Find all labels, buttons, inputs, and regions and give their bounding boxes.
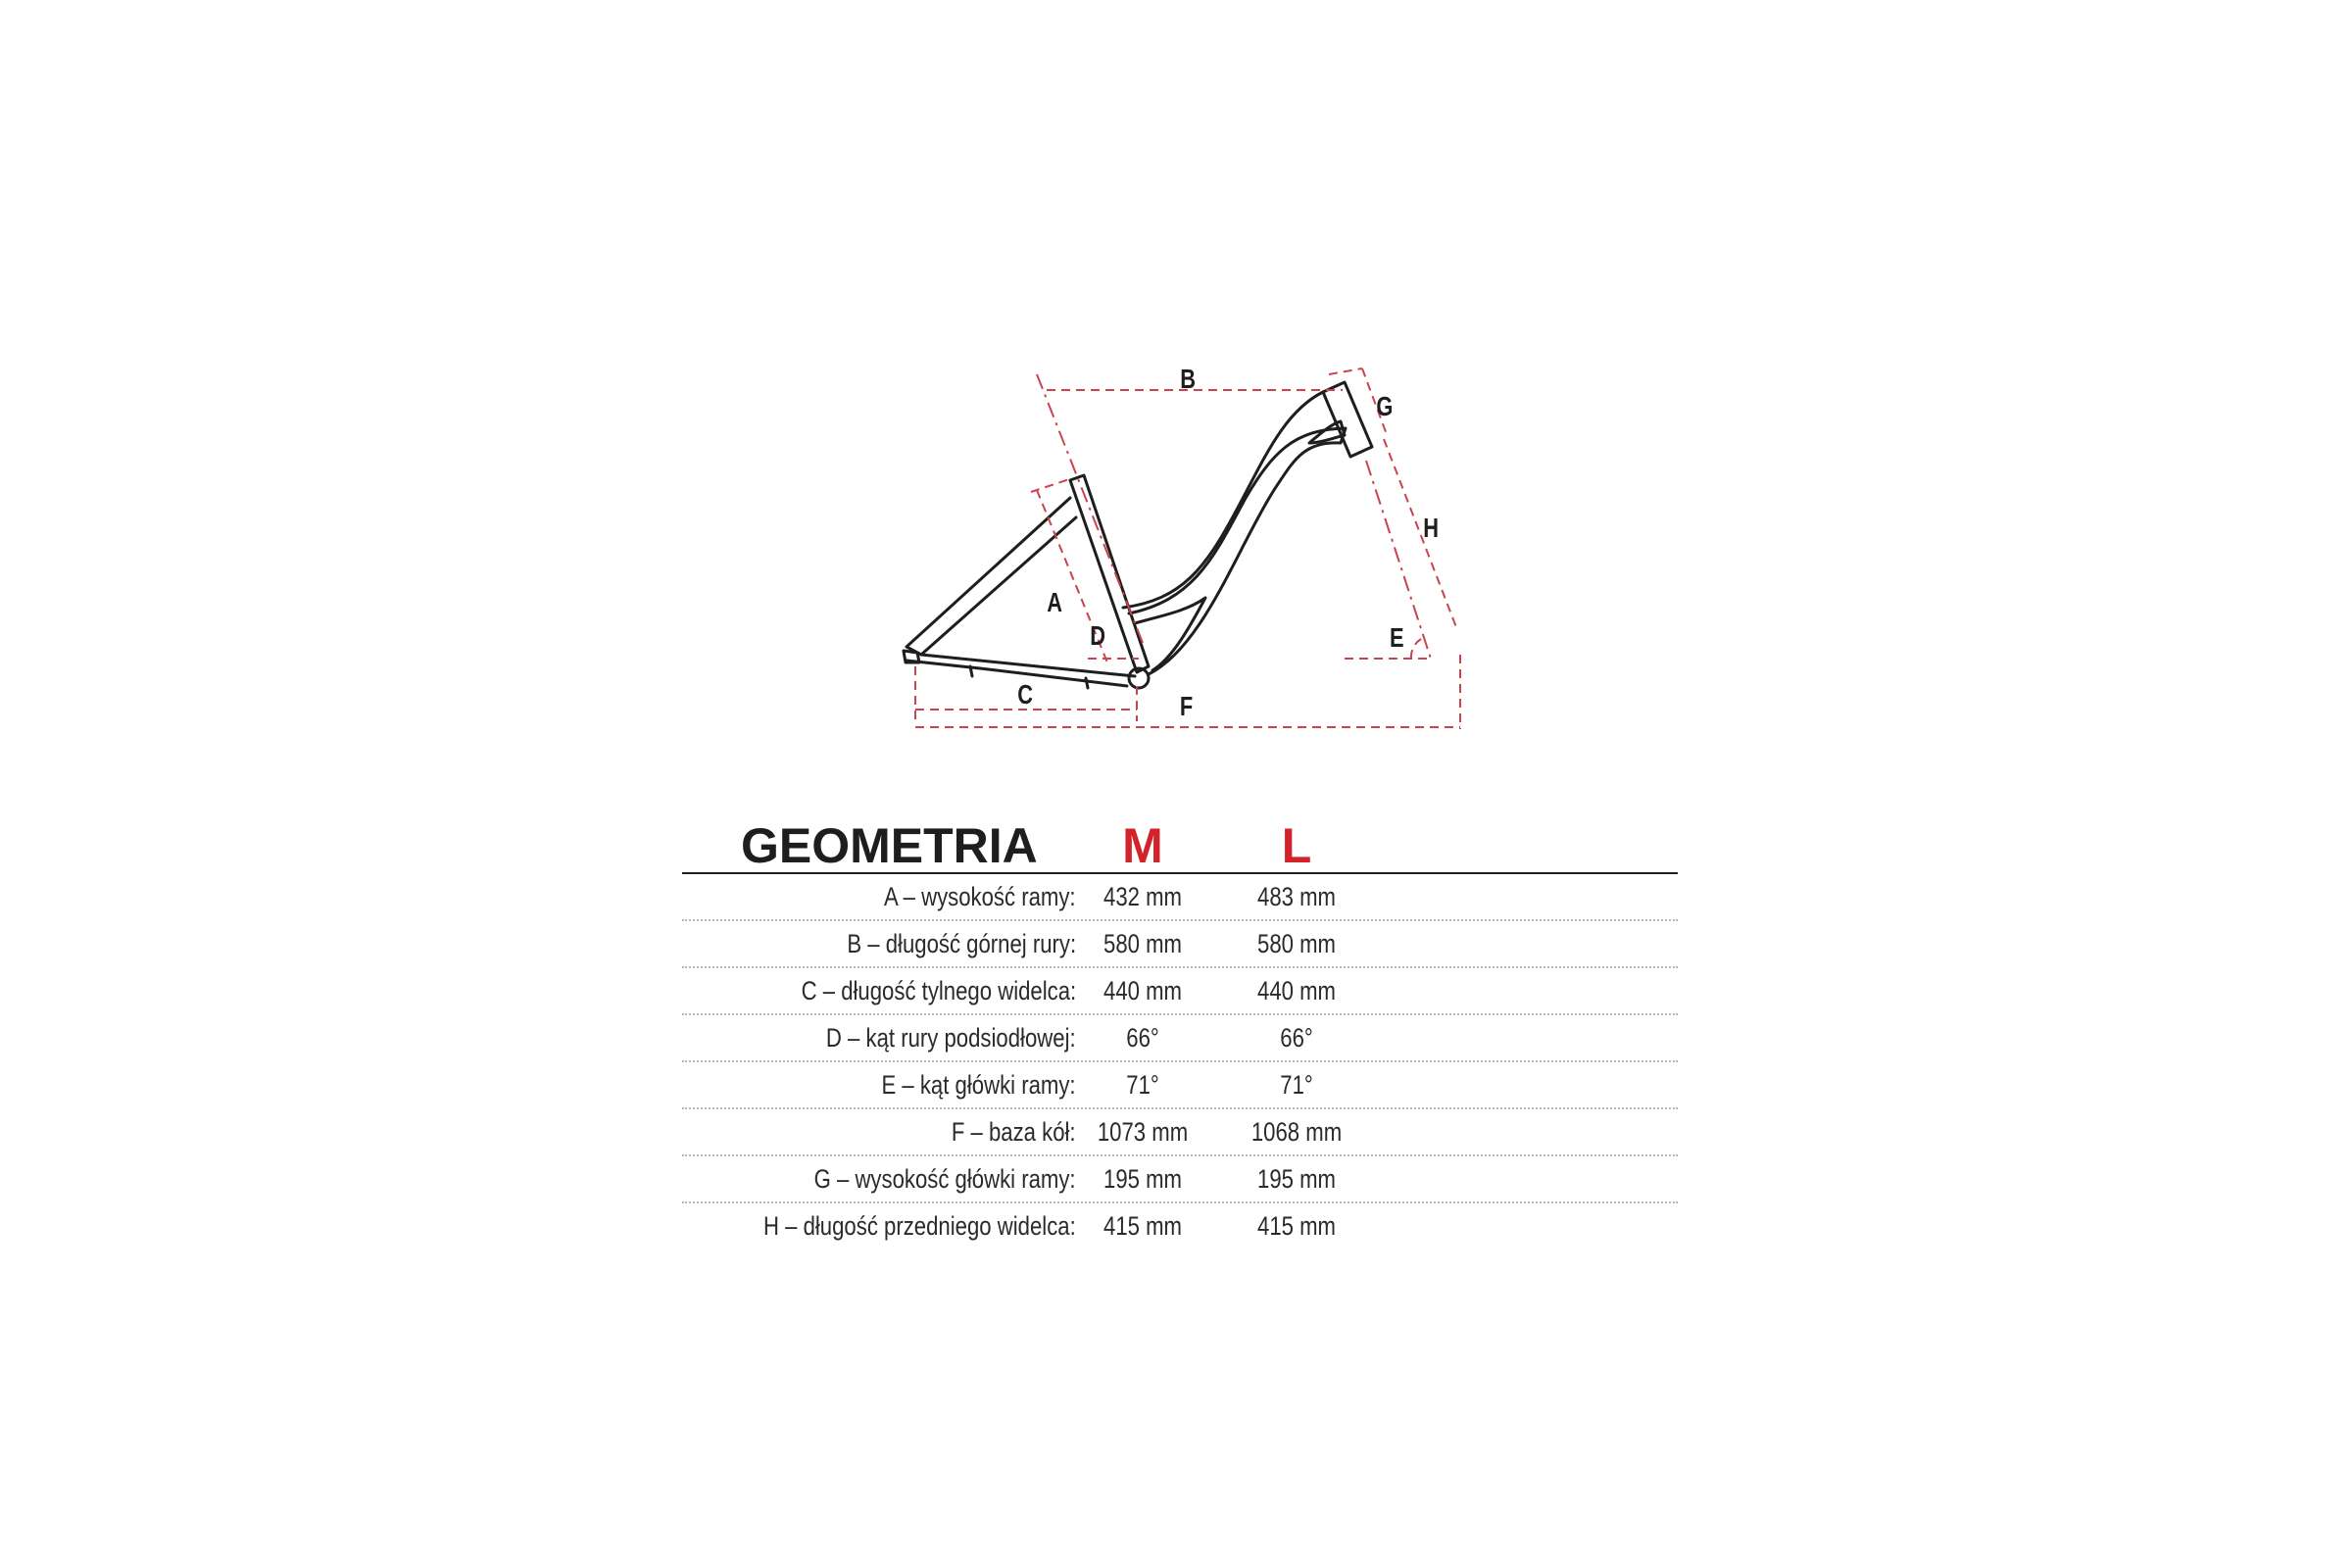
- label-e: E: [1390, 622, 1404, 654]
- row-value-m: 71°: [1126, 1070, 1159, 1100]
- row-label: H – długość przedniego widelca:: [763, 1211, 1076, 1241]
- geometry-table: [682, 818, 1678, 1249]
- row-value-m: 432 mm: [1102, 882, 1182, 911]
- row-value-l: 66°: [1280, 1023, 1313, 1053]
- row-value-l: 415 mm: [1256, 1211, 1336, 1241]
- row-value-m: 66°: [1126, 1023, 1159, 1053]
- table-row: [682, 874, 1678, 921]
- dimension-line-h: [1384, 439, 1456, 627]
- row-value-l: 440 mm: [1256, 976, 1336, 1005]
- size-header-l: L: [1281, 818, 1312, 873]
- row-value-l: 71°: [1280, 1070, 1313, 1100]
- row-value-l: 483 mm: [1256, 882, 1336, 911]
- dimension-arc-e: [1411, 639, 1421, 659]
- table-row: [682, 1062, 1678, 1109]
- row-label: A – wysokość ramy:: [884, 882, 1076, 911]
- size-header-m: M: [1122, 818, 1163, 873]
- top-tube: [1123, 392, 1323, 608]
- down-tube: [1129, 428, 1346, 674]
- row-label: F – baza kół:: [952, 1117, 1076, 1147]
- row-value-m: 415 mm: [1102, 1211, 1182, 1241]
- row-value-m: 195 mm: [1102, 1164, 1182, 1194]
- row-value-l: 580 mm: [1256, 929, 1336, 958]
- table-row: [682, 1109, 1678, 1156]
- dimension-labels: [1017, 364, 1439, 721]
- seat-tube: [1070, 475, 1149, 672]
- table-row: [682, 1015, 1678, 1062]
- row-label: C – długość tylnego widelca:: [801, 976, 1076, 1005]
- dimension-tick-a: [1031, 478, 1072, 492]
- table-header: [682, 818, 1678, 874]
- row-value-l: 1068 mm: [1250, 1117, 1343, 1147]
- bike-frame: [904, 382, 1372, 688]
- label-c: C: [1017, 679, 1033, 710]
- label-a: A: [1047, 587, 1062, 618]
- row-value-l: 195 mm: [1256, 1164, 1336, 1194]
- row-label: D – kąt rury podsiodłowej:: [826, 1023, 1076, 1053]
- table-row: [682, 1156, 1678, 1203]
- row-value-m: 1073 mm: [1097, 1117, 1189, 1147]
- table-title: GEOMETRIA: [741, 818, 1038, 873]
- label-f: F: [1179, 691, 1194, 722]
- row-value-m: 580 mm: [1102, 929, 1182, 958]
- table-row: [682, 921, 1678, 968]
- row-label: E – kąt główki ramy:: [881, 1070, 1076, 1100]
- dimension-line-g: [1329, 368, 1362, 374]
- head-tube: [1323, 382, 1372, 457]
- row-label: G – wysokość główki ramy:: [814, 1164, 1076, 1194]
- table-row: [682, 968, 1678, 1015]
- row-label: B – długość górnej rury:: [847, 929, 1076, 958]
- dimension-lines: [915, 368, 1460, 729]
- label-h: H: [1423, 513, 1439, 544]
- row-value-m: 440 mm: [1102, 976, 1182, 1005]
- label-b: B: [1180, 364, 1196, 395]
- label-g: G: [1376, 391, 1394, 422]
- label-d: D: [1090, 620, 1105, 652]
- table-row: [682, 1203, 1678, 1249]
